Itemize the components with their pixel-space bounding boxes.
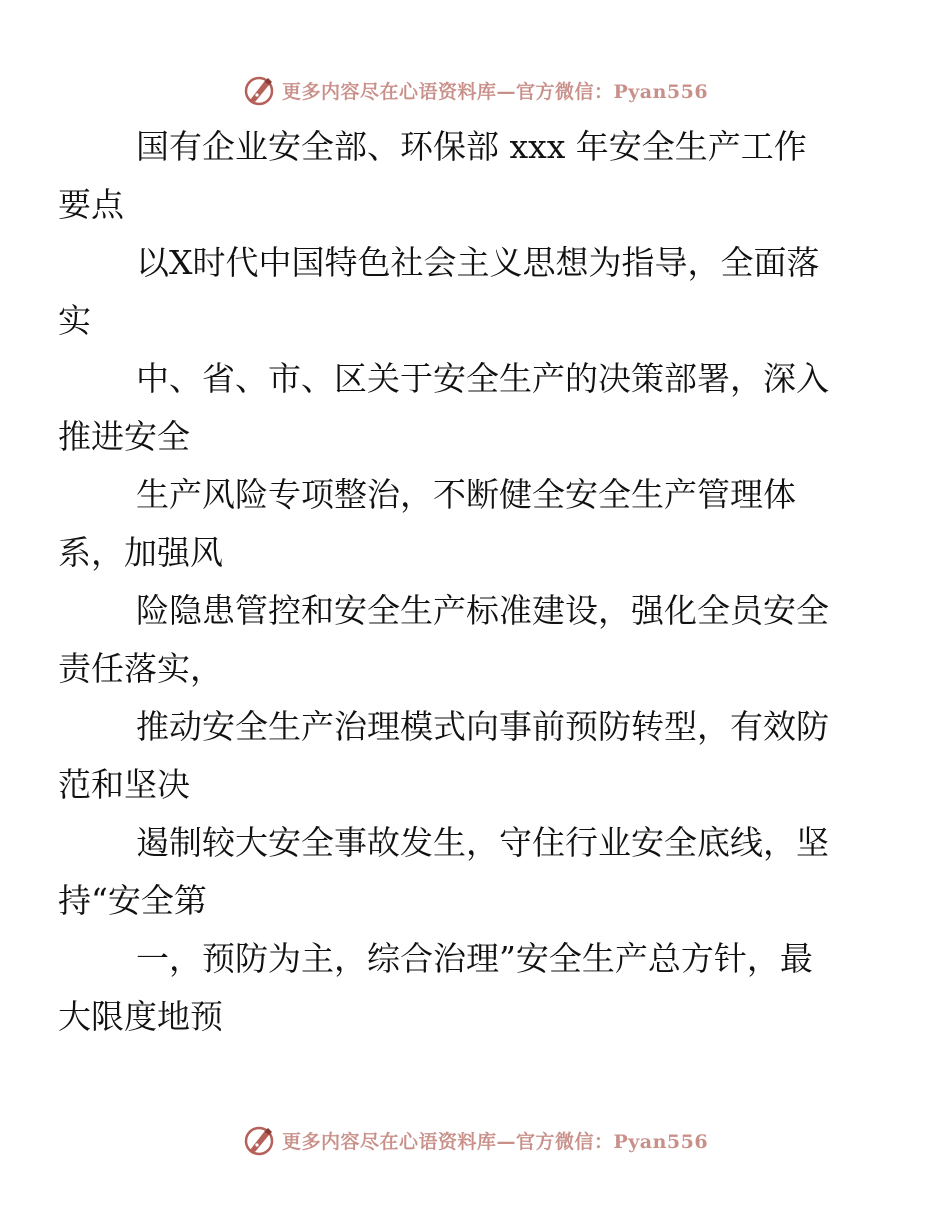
paragraph	[58, 814, 857, 930]
paragraph-line-2: 实	[58, 301, 91, 340]
paragraph	[58, 698, 857, 814]
paragraph	[58, 930, 857, 1046]
paragraph	[58, 118, 857, 234]
paragraph-line-2: 系，加强风	[58, 533, 223, 572]
paragraph-line-2: 范和坚决	[58, 765, 190, 804]
pen-nib-logo-icon	[242, 73, 276, 107]
header-watermark	[0, 70, 950, 110]
paragraph-line-2: 要点	[58, 185, 124, 224]
paragraph-line-2: 持“安全第	[58, 881, 207, 920]
paragraph	[58, 582, 857, 698]
paragraph-line-1: 一，预防为主，综合治理”安全生产总方针，最	[136, 939, 813, 978]
paragraph-line-1: 国有企业安全部、环保部 xxx 年安全生产工作	[136, 127, 807, 166]
paragraph-line-1: 推动安全生产治理模式向事前预防转型，有效防	[136, 707, 829, 746]
paragraph-line-1: 生产风险专项整治，不断健全安全生产管理体	[136, 475, 796, 514]
watermark-text: 更多内容尽在心语资料库—官方微信：Pyan556	[281, 80, 709, 103]
paragraph-line-1: 中、省、市、区关于安全生产的决策部署，深入	[136, 359, 829, 398]
paragraph-line-1: 以X时代中国特色社会主义思想为指导，全面落	[136, 243, 820, 282]
pen-nib-logo-icon	[242, 1123, 276, 1157]
paragraph-line-1: 险隐患管控和安全生产标准建设，强化全员安全	[136, 591, 829, 630]
paragraph	[58, 466, 857, 582]
paragraph	[58, 234, 857, 350]
footer-watermark	[0, 1120, 950, 1160]
paragraph-line-1: 遏制较大安全事故发生，守住行业安全底线，坚	[136, 823, 829, 862]
paragraph	[58, 350, 857, 466]
paragraph-line-2: 大限度地预	[58, 997, 223, 1036]
paragraph-line-2: 推进安全	[58, 417, 190, 456]
document-body	[58, 118, 857, 1046]
watermark-text: 更多内容尽在心语资料库—官方微信：Pyan556	[281, 1130, 709, 1153]
paragraph-line-2: 责任落实，	[58, 649, 223, 688]
